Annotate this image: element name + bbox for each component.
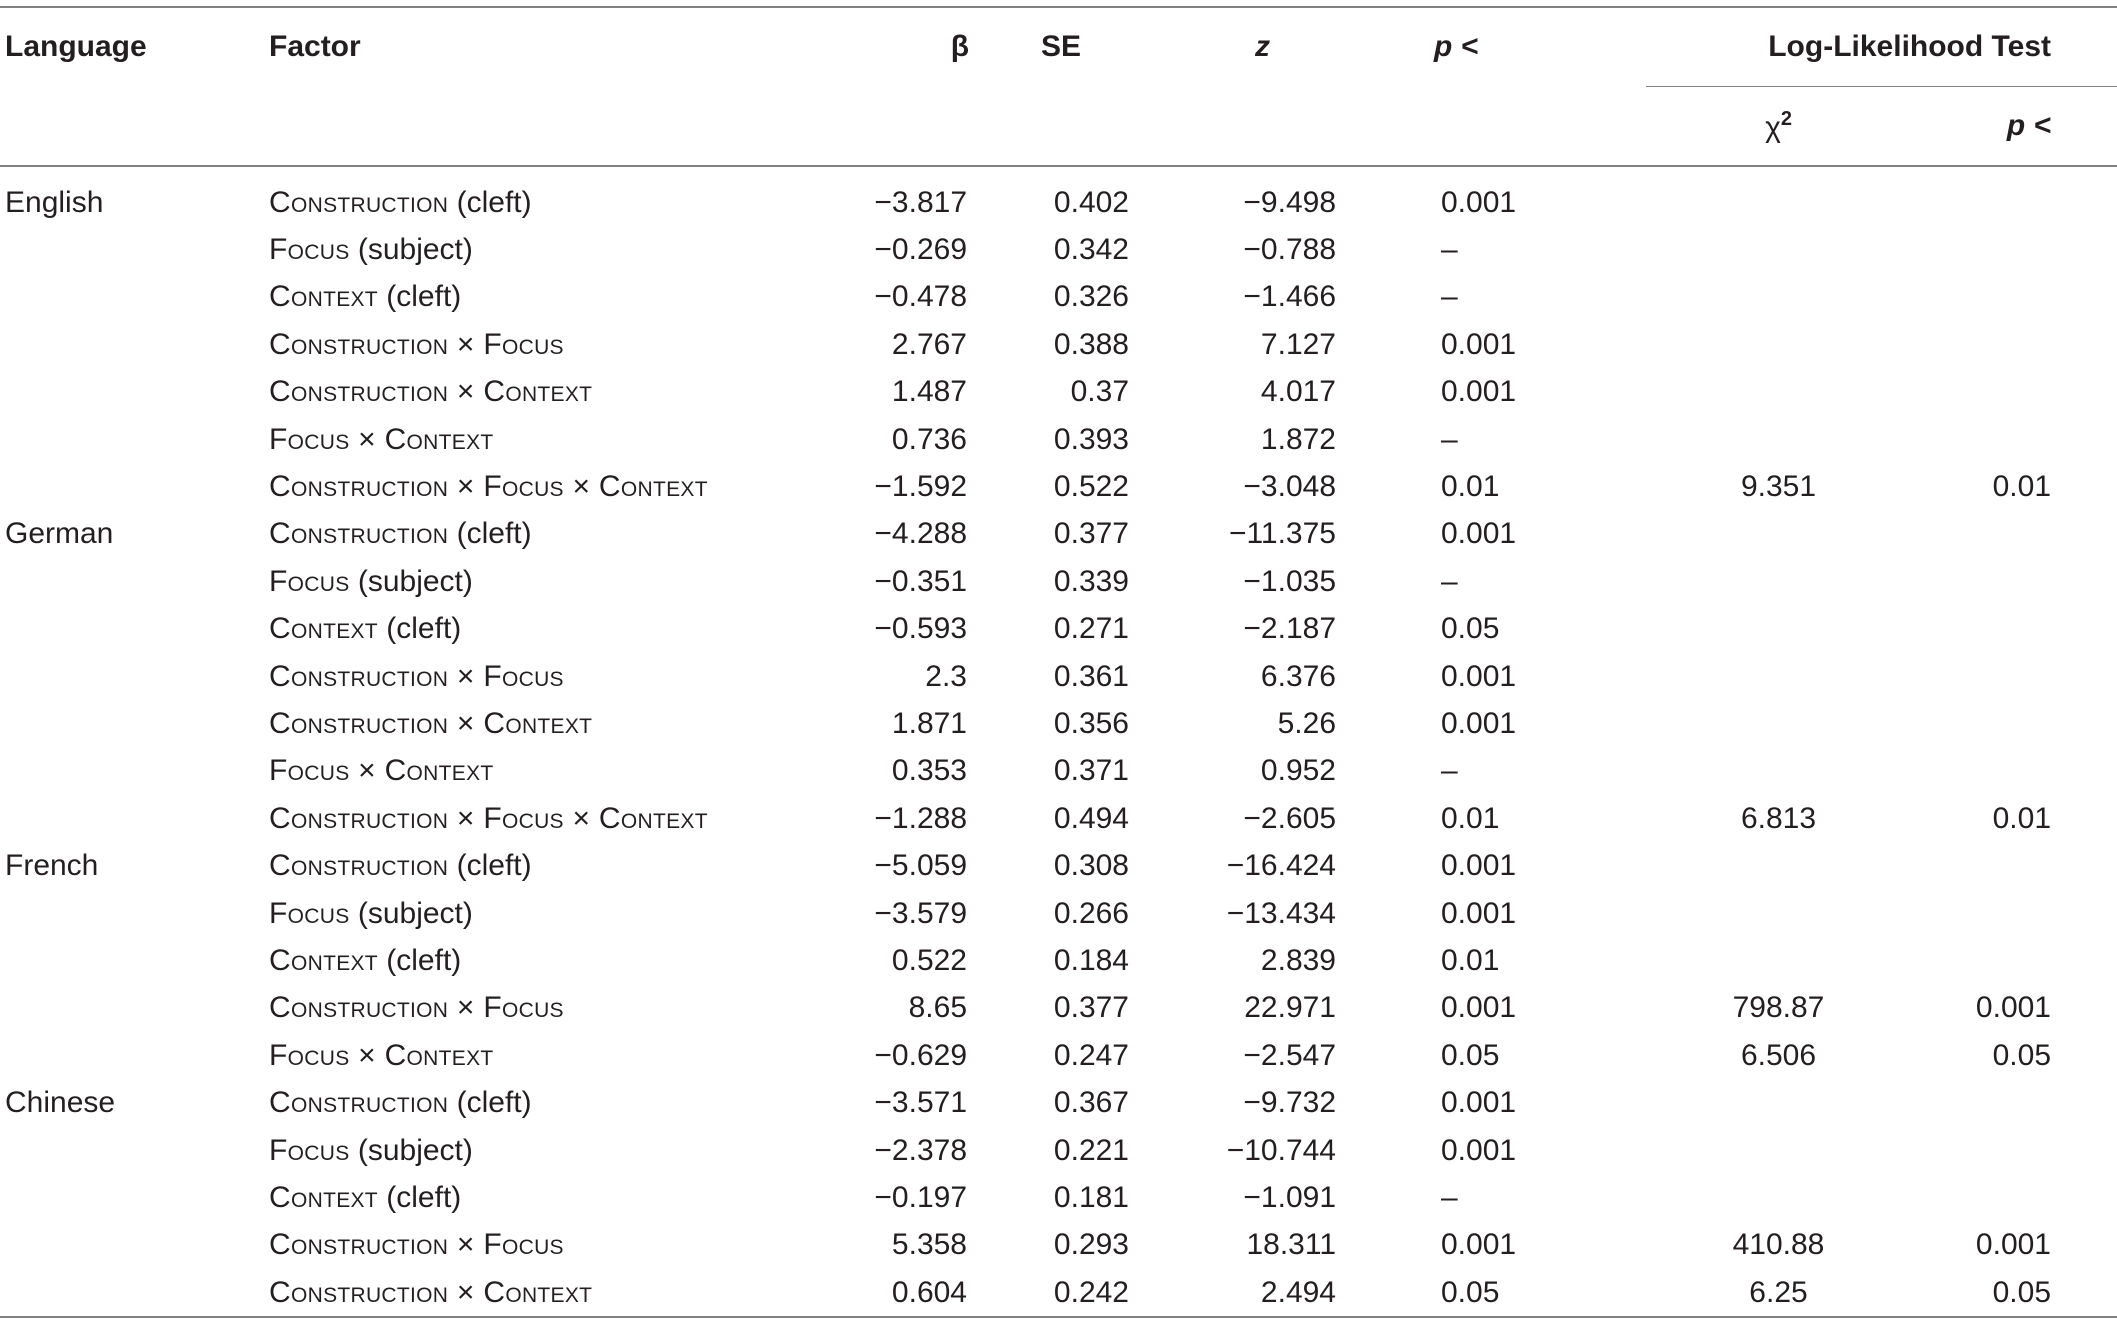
cell-beta: −3.817 xyxy=(874,185,967,219)
cell-p-llt xyxy=(1911,842,2117,889)
table-row xyxy=(0,416,2117,463)
header-chi-symbol: χ xyxy=(1765,110,1781,144)
factor-name: Construction xyxy=(269,517,449,551)
cell-p-llt: 0.001 xyxy=(1975,991,2051,1025)
cell-chi-squared xyxy=(1646,226,1911,273)
cell-chi-squared xyxy=(1646,511,1911,558)
cell-chi-squared xyxy=(1646,416,1911,463)
table-row xyxy=(0,1222,2117,1269)
cell-language xyxy=(0,1032,266,1079)
cell-beta: −0.197 xyxy=(874,1180,967,1214)
cell-se: 0.181 xyxy=(1053,1180,1129,1214)
cell-factor xyxy=(266,511,826,558)
table-body xyxy=(0,166,2117,1317)
header-row-2 xyxy=(0,87,2117,167)
cell-z: 2.494 xyxy=(1260,1275,1336,1309)
cell-p-llt xyxy=(1911,274,2117,321)
cell-p: 0.01 xyxy=(1441,801,1500,835)
cell-beta: 1.871 xyxy=(891,706,967,740)
cell-z: 4.017 xyxy=(1260,375,1336,409)
factor-level: (cleft) xyxy=(377,280,462,314)
table-row xyxy=(0,606,2117,653)
table-row xyxy=(0,890,2117,937)
cell-se: 0.522 xyxy=(1053,470,1129,504)
cell-z: 0.952 xyxy=(1260,754,1336,788)
factor-name: Construction × Focus xyxy=(269,991,564,1025)
cell-se: 0.308 xyxy=(1053,849,1129,883)
cell-chi-squared xyxy=(1646,700,1911,747)
factor-level: (subject) xyxy=(349,1133,473,1167)
cell-language xyxy=(0,890,266,937)
cell-p-llt: 0.05 xyxy=(1992,1275,2051,1309)
cell-p: – xyxy=(1441,754,1458,788)
factor-name: Focus xyxy=(269,233,350,267)
cell-factor xyxy=(266,1174,826,1221)
cell-factor xyxy=(266,1032,826,1079)
factor-name: Focus × Context xyxy=(269,754,494,788)
cell-factor xyxy=(266,166,826,226)
cell-beta: −0.351 xyxy=(874,564,967,598)
cell-se: 0.377 xyxy=(1053,517,1129,551)
cell-se: 0.393 xyxy=(1053,422,1129,456)
cell-factor xyxy=(266,226,826,273)
cell-p: 0.001 xyxy=(1441,517,1517,551)
cell-beta: −3.571 xyxy=(874,1086,967,1120)
cell-z: −2.605 xyxy=(1243,801,1336,835)
cell-se: 0.356 xyxy=(1053,706,1129,740)
cell-se: 0.247 xyxy=(1053,1038,1129,1072)
factor-name: Construction × Focus × Context xyxy=(269,470,708,504)
table-row xyxy=(0,700,2117,747)
factor-name: Construction xyxy=(269,1086,449,1120)
cell-z: −1.466 xyxy=(1243,280,1336,314)
cell-p: – xyxy=(1441,564,1458,598)
cell-z: 2.839 xyxy=(1260,943,1336,977)
cell-beta: 8.65 xyxy=(908,991,967,1025)
bottom-rule xyxy=(0,1317,2117,1318)
factor-name: Focus xyxy=(269,564,350,598)
cell-z: 1.872 xyxy=(1260,422,1336,456)
cell-language xyxy=(0,1222,266,1269)
cell-p: 0.001 xyxy=(1441,1133,1517,1167)
table-row xyxy=(0,321,2117,368)
cell-se: 0.293 xyxy=(1053,1228,1129,1262)
cell-se: 0.377 xyxy=(1053,991,1129,1025)
table-row xyxy=(0,653,2117,700)
factor-name: Construction × Focus xyxy=(269,659,564,693)
cell-factor xyxy=(266,985,826,1032)
cell-p: 0.05 xyxy=(1441,612,1500,646)
table-row xyxy=(0,748,2117,795)
cell-se: 0.388 xyxy=(1053,327,1129,361)
cell-language xyxy=(0,937,266,984)
cell-beta: −4.288 xyxy=(874,517,967,551)
factor-level: (subject) xyxy=(349,896,473,930)
table-row xyxy=(0,937,2117,984)
cell-p: 0.05 xyxy=(1441,1275,1500,1309)
cell-beta: −0.629 xyxy=(874,1038,967,1072)
cell-z: 22.971 xyxy=(1244,991,1336,1025)
cell-se: 0.361 xyxy=(1053,659,1129,693)
factor-name: Context xyxy=(269,280,378,314)
cell-factor xyxy=(266,369,826,416)
cell-chi-squared xyxy=(1646,748,1911,795)
cell-factor xyxy=(266,1269,826,1317)
cell-chi-squared xyxy=(1646,321,1911,368)
cell-z: −2.547 xyxy=(1243,1038,1336,1072)
cell-z: −1.035 xyxy=(1243,564,1336,598)
cell-beta: 2.767 xyxy=(891,327,967,361)
cell-factor xyxy=(266,1222,826,1269)
cell-p-llt: 0.001 xyxy=(1975,1228,2051,1262)
cell-chi-squared xyxy=(1646,1174,1911,1221)
cell-z: −13.434 xyxy=(1226,896,1336,930)
header-beta-label: β xyxy=(950,30,969,64)
cell-se: 0.271 xyxy=(1053,612,1129,646)
cell-p: 0.001 xyxy=(1441,991,1517,1025)
cell-p-llt xyxy=(1911,558,2117,605)
cell-beta: −1.592 xyxy=(874,470,967,504)
cell-factor xyxy=(266,748,826,795)
cell-p: – xyxy=(1441,233,1458,267)
table-row xyxy=(0,1174,2117,1221)
cell-beta: −5.059 xyxy=(874,849,967,883)
factor-level: (subject) xyxy=(349,233,473,267)
factor-name: Focus xyxy=(269,896,350,930)
cell-p: 0.001 xyxy=(1441,849,1517,883)
cell-z: −2.187 xyxy=(1243,612,1336,646)
factor-level: (cleft) xyxy=(377,612,462,646)
cell-z: −11.375 xyxy=(1228,517,1336,551)
cell-p-llt xyxy=(1911,890,2117,937)
cell-p: 0.001 xyxy=(1441,659,1517,693)
cell-z: 5.26 xyxy=(1277,706,1336,740)
cell-z: 6.376 xyxy=(1260,659,1336,693)
cell-p: 0.001 xyxy=(1441,375,1517,409)
cell-language xyxy=(0,463,266,510)
cell-factor xyxy=(266,700,826,747)
cell-language xyxy=(0,1269,266,1317)
cell-beta: −0.269 xyxy=(874,233,967,267)
cell-language: English xyxy=(5,185,104,219)
table-header xyxy=(0,7,2117,166)
table-row xyxy=(0,1079,2117,1126)
cell-p-llt xyxy=(1911,1174,2117,1221)
cell-language xyxy=(0,985,266,1032)
table-row xyxy=(0,369,2117,416)
table-row xyxy=(0,226,2117,273)
factor-name: Context xyxy=(269,943,378,977)
cell-p: – xyxy=(1441,280,1458,314)
cell-chi-squared: 6.506 xyxy=(1740,1038,1817,1072)
cell-language xyxy=(0,1174,266,1221)
cell-beta: −0.478 xyxy=(874,280,967,314)
cell-p-llt xyxy=(1911,511,2117,558)
cell-chi-squared xyxy=(1646,606,1911,653)
cell-p-llt xyxy=(1911,606,2117,653)
cell-p-llt: 0.01 xyxy=(1992,801,2051,835)
cell-z: −16.424 xyxy=(1226,849,1336,883)
cell-p: – xyxy=(1441,422,1458,456)
cell-p-llt: 0.05 xyxy=(1992,1038,2051,1072)
table-row xyxy=(0,463,2117,510)
cell-p-llt xyxy=(1911,1079,2117,1126)
cell-chi-squared: 798.87 xyxy=(1732,991,1825,1025)
cell-beta: −3.579 xyxy=(874,896,967,930)
factor-level: (cleft) xyxy=(448,849,532,883)
cell-beta: 0.604 xyxy=(891,1275,967,1309)
cell-se: 0.37 xyxy=(1070,375,1129,409)
header-chi-squared xyxy=(1646,87,1911,167)
cell-p-llt xyxy=(1911,748,2117,795)
table-row xyxy=(0,795,2117,842)
cell-language xyxy=(0,606,266,653)
cell-z: −9.732 xyxy=(1243,1086,1336,1120)
cell-se: 0.342 xyxy=(1053,233,1129,267)
factor-name: Construction × Context xyxy=(269,1275,593,1309)
factor-name: Focus × Context xyxy=(269,1038,494,1072)
cell-p-llt xyxy=(1911,937,2117,984)
cell-factor xyxy=(266,842,826,889)
cell-language xyxy=(0,558,266,605)
cell-beta: 0.522 xyxy=(891,943,967,977)
cell-factor xyxy=(266,795,826,842)
cell-factor xyxy=(266,416,826,463)
factor-name: Construction × Focus × Context xyxy=(269,801,708,835)
cell-factor xyxy=(266,1127,826,1174)
table-row xyxy=(0,558,2117,605)
cell-se: 0.367 xyxy=(1053,1086,1129,1120)
cell-p-llt xyxy=(1911,1127,2117,1174)
cell-p: 0.001 xyxy=(1441,327,1517,361)
cell-language xyxy=(0,700,266,747)
cell-chi-squared: 410.88 xyxy=(1732,1228,1825,1262)
header-se: SE xyxy=(1040,30,1081,64)
cell-p: 0.001 xyxy=(1441,896,1517,930)
cell-chi-squared xyxy=(1646,937,1911,984)
factor-name: Construction xyxy=(269,849,449,883)
cell-se: 0.221 xyxy=(1053,1133,1129,1167)
cell-se: 0.494 xyxy=(1053,801,1129,835)
cell-chi-squared xyxy=(1646,1079,1911,1126)
table-row xyxy=(0,166,2117,226)
header-llt-label: Log-Likelihood Test xyxy=(1768,30,2051,63)
cell-z: −1.091 xyxy=(1243,1180,1336,1214)
table-row xyxy=(0,842,2117,889)
factor-level: (cleft) xyxy=(377,1180,462,1214)
cell-se: 0.402 xyxy=(1053,185,1129,219)
factor-name: Construction × Focus xyxy=(269,327,564,361)
header-factor: Factor xyxy=(269,30,361,64)
cell-se: 0.339 xyxy=(1053,564,1129,598)
table-row xyxy=(0,274,2117,321)
cell-factor xyxy=(266,274,826,321)
cell-p: 0.001 xyxy=(1441,1086,1517,1120)
factor-name: Focus xyxy=(269,1133,350,1167)
factor-name: Focus × Context xyxy=(269,422,494,456)
cell-p: 0.001 xyxy=(1441,1228,1517,1262)
cell-language: French xyxy=(5,849,99,883)
factor-level: (cleft) xyxy=(448,185,532,219)
factor-level: (cleft) xyxy=(377,943,462,977)
factor-name: Construction × Focus xyxy=(269,1228,564,1262)
cell-z: 7.127 xyxy=(1260,327,1336,361)
cell-p: 0.001 xyxy=(1441,706,1517,740)
header-language: Language xyxy=(5,30,147,64)
factor-name: Context xyxy=(269,1180,378,1214)
cell-chi-squared: 6.813 xyxy=(1740,801,1817,835)
header-log-likelihood-test xyxy=(1646,8,2117,87)
cell-chi-squared xyxy=(1646,890,1911,937)
cell-beta: −0.593 xyxy=(874,612,967,646)
cell-factor xyxy=(266,463,826,510)
cell-chi-squared xyxy=(1646,369,1911,416)
cell-p-llt: 0.01 xyxy=(1992,470,2051,504)
cell-z: −10.744 xyxy=(1226,1133,1336,1167)
header-row-1 xyxy=(0,8,2117,87)
table-footer xyxy=(0,1317,2117,1318)
cell-factor xyxy=(266,606,826,653)
cell-p: 0.05 xyxy=(1441,1038,1500,1072)
header-chi-superscript: 2 xyxy=(1780,107,1792,130)
cell-se: 0.242 xyxy=(1053,1275,1129,1309)
results-table-container xyxy=(0,6,2117,1318)
cell-p-llt xyxy=(1911,321,2117,368)
cell-factor xyxy=(266,937,826,984)
table-row xyxy=(0,1032,2117,1079)
table-row xyxy=(0,511,2117,558)
cell-language xyxy=(0,795,266,842)
table-row xyxy=(0,985,2117,1032)
factor-name: Construction × Context xyxy=(269,375,593,409)
header-z: z xyxy=(1255,30,1270,64)
cell-chi-squared xyxy=(1646,842,1911,889)
cell-language xyxy=(0,748,266,795)
cell-beta: 5.358 xyxy=(891,1228,967,1262)
cell-p-llt xyxy=(1911,700,2117,747)
factor-level: (subject) xyxy=(349,564,473,598)
cell-language xyxy=(0,321,266,368)
cell-language: Chinese xyxy=(5,1086,116,1120)
cell-language xyxy=(0,226,266,273)
cell-beta: 0.736 xyxy=(891,422,967,456)
regression-results-table xyxy=(0,6,2117,1318)
cell-p-llt xyxy=(1911,653,2117,700)
cell-p-llt xyxy=(1911,416,2117,463)
factor-level: (cleft) xyxy=(448,517,532,551)
cell-chi-squared: 9.351 xyxy=(1740,470,1817,504)
cell-se: 0.326 xyxy=(1053,280,1129,314)
cell-language xyxy=(0,369,266,416)
cell-z: −3.048 xyxy=(1243,470,1336,504)
cell-chi-squared xyxy=(1646,1127,1911,1174)
cell-language xyxy=(0,1127,266,1174)
cell-factor xyxy=(266,890,826,937)
cell-beta: 1.487 xyxy=(891,375,967,409)
factor-name: Construction xyxy=(269,185,449,219)
cell-se: 0.184 xyxy=(1053,943,1129,977)
cell-factor xyxy=(266,653,826,700)
cell-language: German xyxy=(5,517,114,551)
factor-level: (cleft) xyxy=(448,1086,532,1120)
cell-beta: 2.3 xyxy=(925,659,967,693)
table-row xyxy=(0,1127,2117,1174)
cell-z: 18.311 xyxy=(1246,1228,1336,1262)
cell-beta: −2.378 xyxy=(874,1133,967,1167)
cell-chi-squared xyxy=(1646,558,1911,605)
cell-chi-squared xyxy=(1646,653,1911,700)
cell-language xyxy=(0,653,266,700)
cell-language xyxy=(0,274,266,321)
cell-p-llt xyxy=(1911,166,2117,226)
cell-z: −0.788 xyxy=(1243,233,1336,267)
cell-chi-squared xyxy=(1646,274,1911,321)
cell-chi-squared xyxy=(1646,166,1911,226)
factor-name: Context xyxy=(269,612,378,646)
header-p: p < xyxy=(1434,30,1479,64)
table-row xyxy=(0,1269,2117,1317)
cell-p: 0.01 xyxy=(1441,470,1500,504)
cell-beta: −1.288 xyxy=(874,801,967,835)
cell-p-llt xyxy=(1911,369,2117,416)
cell-factor xyxy=(266,1079,826,1126)
header-beta xyxy=(826,8,967,87)
cell-z: −9.498 xyxy=(1243,185,1336,219)
cell-se: 0.371 xyxy=(1053,754,1129,788)
cell-beta: 0.353 xyxy=(891,754,967,788)
cell-p: – xyxy=(1441,1180,1458,1214)
cell-factor xyxy=(266,558,826,605)
cell-p: 0.01 xyxy=(1441,943,1500,977)
factor-name: Construction × Context xyxy=(269,706,593,740)
cell-chi-squared: 6.25 xyxy=(1749,1275,1808,1309)
cell-p-llt xyxy=(1911,226,2117,273)
cell-p: 0.001 xyxy=(1441,185,1517,219)
cell-se: 0.266 xyxy=(1053,896,1129,930)
cell-language xyxy=(0,416,266,463)
header-p-llt: p < xyxy=(2006,109,2051,142)
cell-factor xyxy=(266,321,826,368)
